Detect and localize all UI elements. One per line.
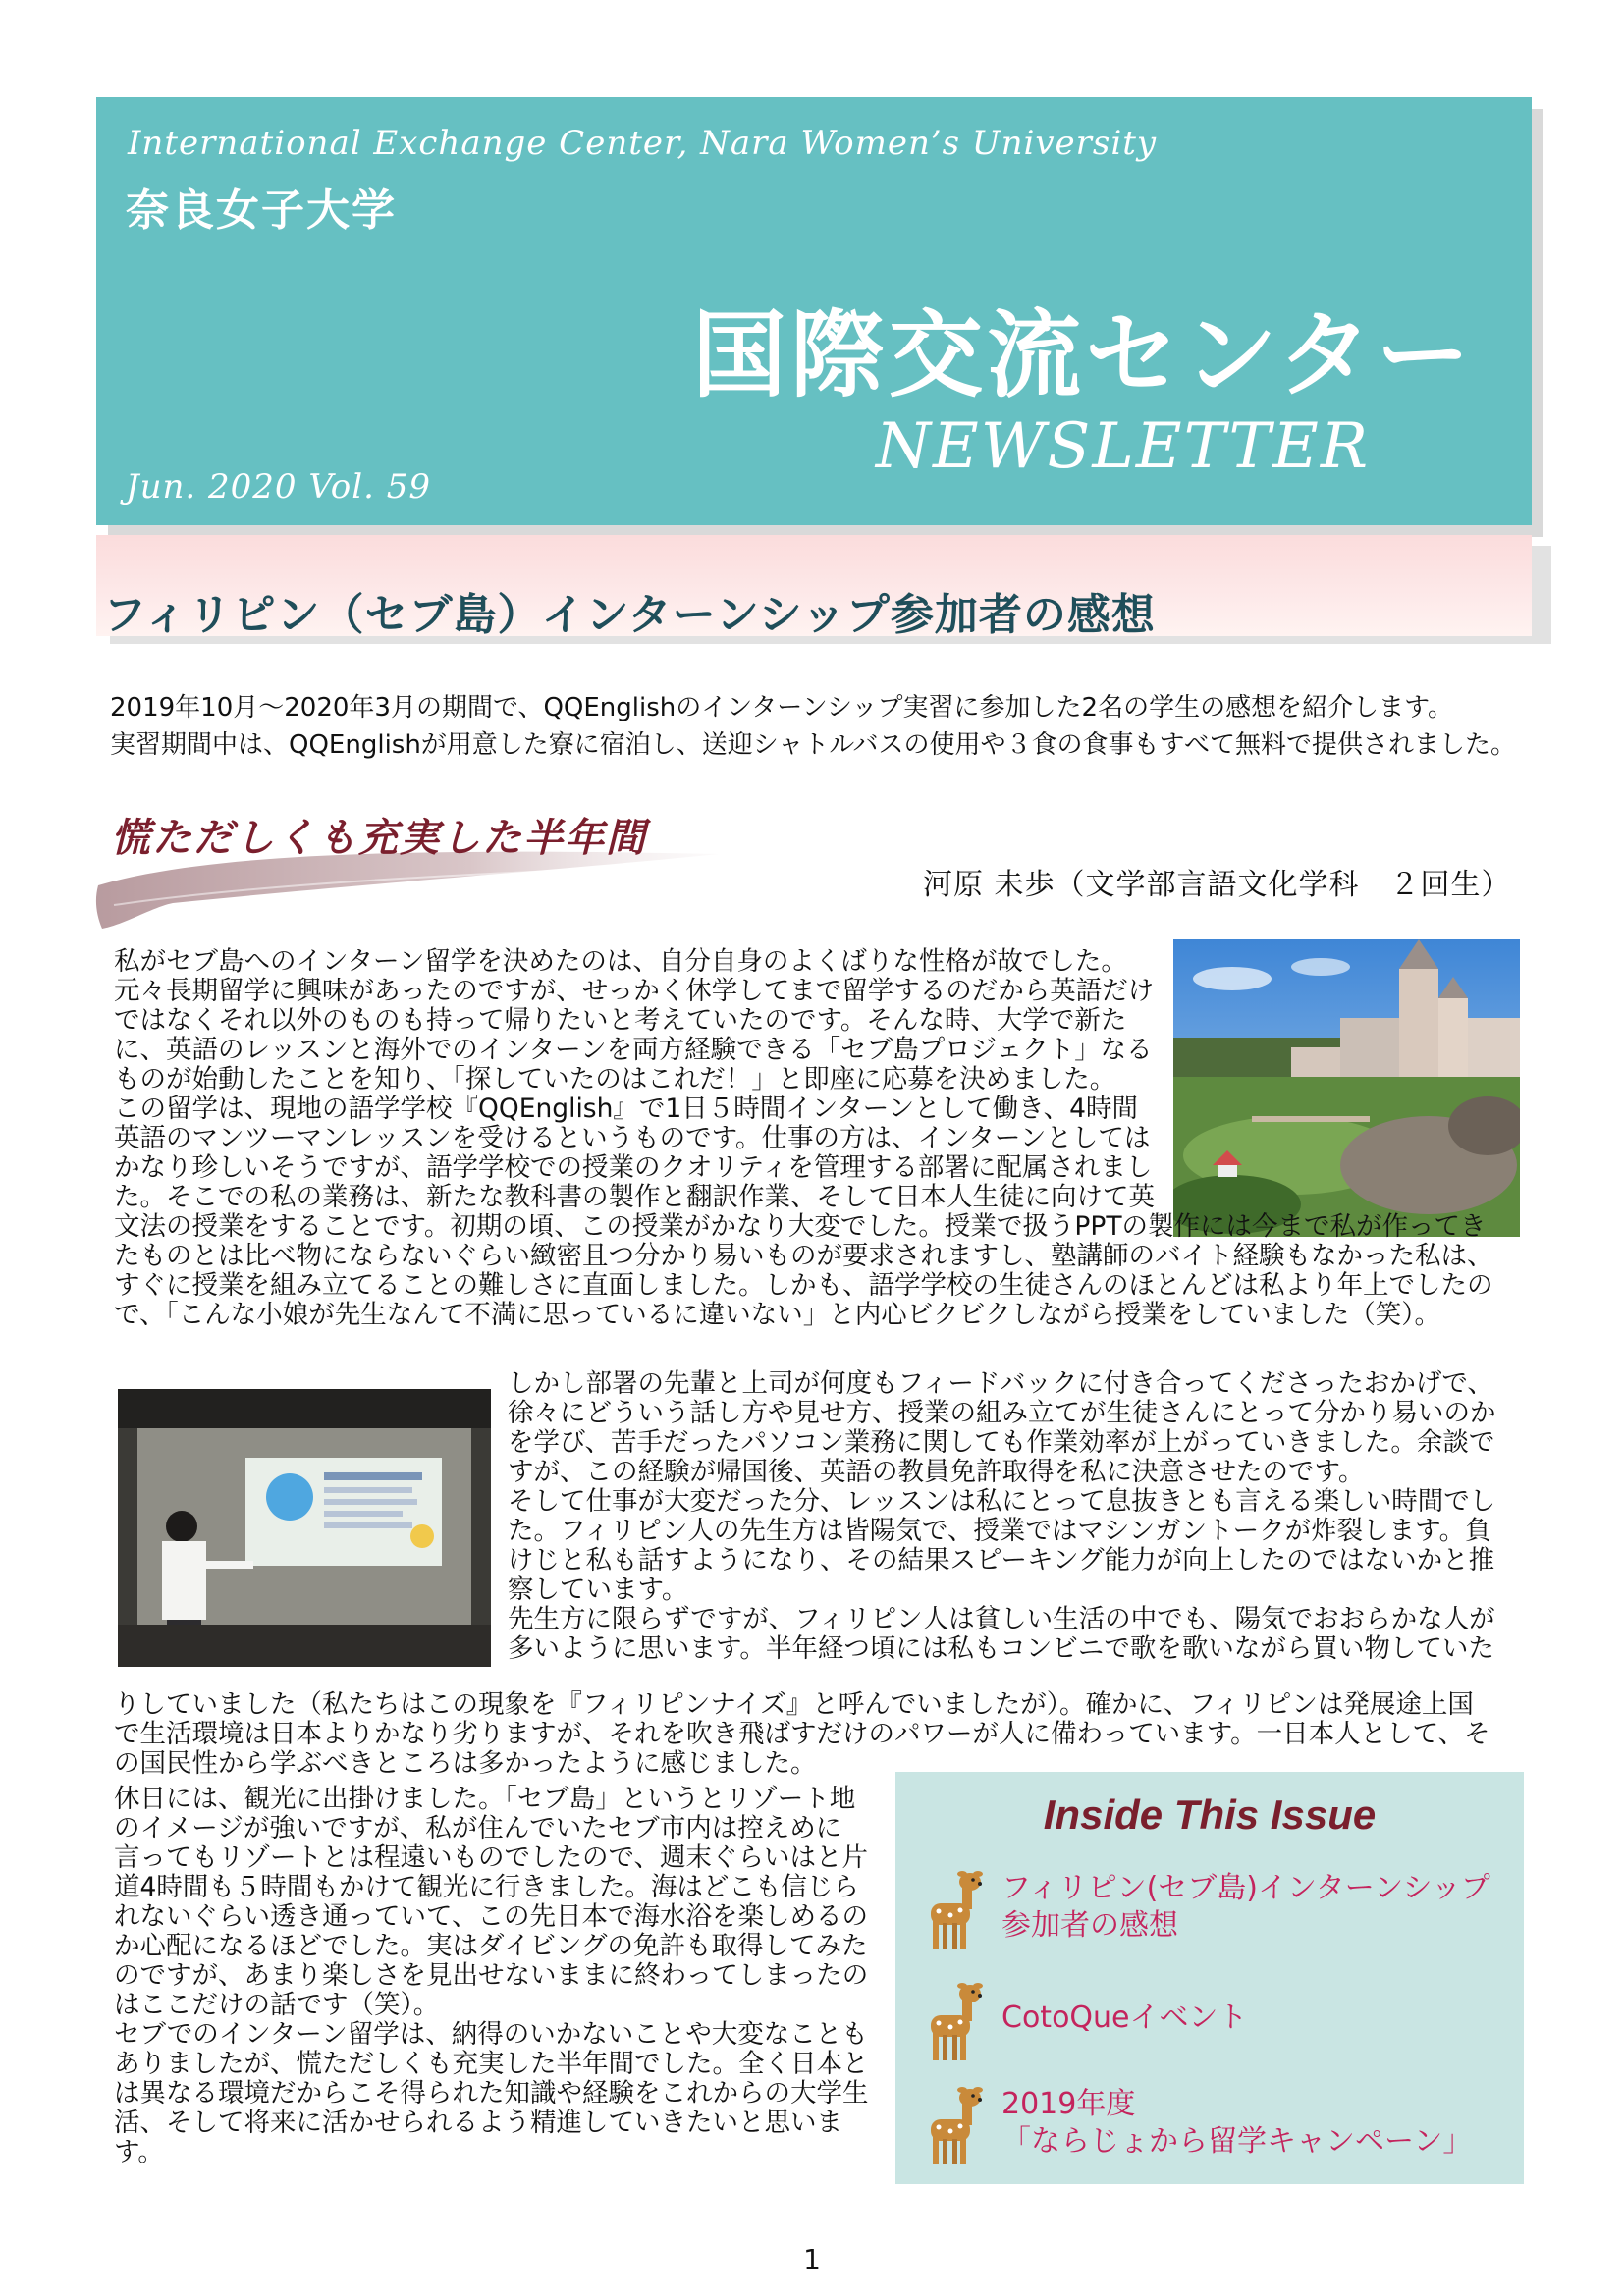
inside-item-line: 「ならじょから留学キャンペーン」 xyxy=(1001,2124,1473,2159)
article-line: 休日には、観光に出掛けました。「セブ島」というとリゾート地 xyxy=(114,1785,856,1814)
inside-item-internship[interactable] xyxy=(1001,1870,1490,1945)
article-line: 先生方に限らずですが、フィリピン人は貧しい生活の中でも、陽気でおおらかな人が xyxy=(508,1605,1495,1634)
deer-icon xyxy=(913,1978,984,2066)
article-line: はここだけの話です（笑）。 xyxy=(114,1991,440,2020)
article-line: で、「こんな小娘が先生なんて不満に思っているに違いない」と内心ビクビクしながら授業をしていました（笑）。 xyxy=(114,1301,1440,1330)
article-line: すぐに授業を組み立てることの難しさに直面しました。しかも、語学学校の生徒さんのほとんどは私より年上でしたの xyxy=(114,1271,1493,1301)
article-line: この留学は、現地の語学学校『QQEnglish』で1日５時間インターンとして働き、4時間 xyxy=(114,1095,1138,1124)
article-line: す。 xyxy=(114,2138,164,2167)
article-line: 活、そして将来に活かせられるよう精進していきたいと思いま xyxy=(114,2109,842,2138)
article-line: に、英語のレッスンと海外でのインターンを両方経験できる「セブ島プロジェクト」なる xyxy=(114,1036,1153,1065)
article-line: たものとは比べ物にならないぐらい緻密且つ分かり易いものが要求されますし、塾講師のバイト経験もなかった私は、 xyxy=(114,1242,1493,1271)
header-english-title: International Exchange Center, Nara Women’s University xyxy=(128,124,1158,163)
inside-item-line: 参加者の感想 xyxy=(1001,1908,1178,1943)
article-line: のイメージが強いですが、私が住んでいたセブ市内は控えめに xyxy=(114,1814,842,1843)
article-block-5 xyxy=(114,1785,880,2167)
header-center-title: 国際交流センター xyxy=(692,300,1475,410)
intro-line: 2019年10月～2020年3月の期間で、QQEnglishのインターンシップ実習に参加した2名の学生の感想を紹介します。 xyxy=(110,693,1453,722)
article-line: 道4時間も５時間もかけて観光に行きました。海はどこも信じら xyxy=(114,1873,859,1902)
inside-item-cotoque[interactable] xyxy=(1001,2000,1248,2037)
article-line: ものが始動したことを知り、「探していたのはこれだ！」と即座に応募を決めました。 xyxy=(114,1065,1116,1095)
article-line: 徐々にどういう話し方や見せ方、授業の組み立てが生徒さんにとって分かり易いのか xyxy=(508,1399,1496,1428)
article-line: は異なる環境だからこそ得られた知識や経験をこれからの大学生 xyxy=(114,2079,869,2109)
article-line: た。そこでの私の業務は、新たな教科書の製作と翻訳作業、そして日本人生徒に向けて英 xyxy=(114,1183,1155,1212)
article-line: 私がセブ島へのインターン留学を決めたのは、自分自身のよくばりな性格が故でした。 xyxy=(114,947,1127,977)
inside-item-line: フィリピン(セブ島)インターンシップ xyxy=(1001,1871,1490,1905)
inside-title: Inside This Issue xyxy=(1043,1791,1377,1838)
article-line: を学び、苦手だったパソコン業務に関しても作業効率が上がっていきました。余談で xyxy=(508,1428,1495,1458)
inside-item-line: CotoQueイベント xyxy=(1001,2001,1248,2035)
article-line: けじと私も話すようになり、その結果スピーキング能力が向上したのではないかと推 xyxy=(508,1546,1495,1575)
article-line: た。フィリピン人の先生方は皆陽気で、授業ではマシンガントークが炸裂します。負 xyxy=(508,1517,1491,1546)
article-line: のですが、あまり楽しさを見出せないままに終わってしまったの xyxy=(114,1961,869,1991)
article-line: 察しています。 xyxy=(508,1575,688,1605)
article-line: すが、この経験が帰国後、英語の教員免許取得を私に決意させたのです。 xyxy=(508,1458,1365,1487)
article-block-1 xyxy=(114,947,1160,1212)
article-line: セブでのインターン留学は、納得のいかないことや大変なことも xyxy=(114,2020,868,2050)
page-number: 1 xyxy=(803,2243,821,2275)
deer-icon xyxy=(913,1866,984,1954)
intro-paragraph xyxy=(110,689,1524,764)
header-university: 奈良女子大学 xyxy=(126,186,397,236)
inside-this-issue-box xyxy=(895,1772,1524,2184)
article-line: 英語のマンツーマンレッスンを受けるというものです。仕事の方は、インターンとしては xyxy=(114,1124,1151,1153)
intro-line: 実習期間中は、QQEnglishが用意した寮に宿泊し、送迎シャトルバスの使用や３食の食事もすべて無料で提供されました。 xyxy=(110,730,1516,760)
header-volume: Jun. 2020 Vol. 59 xyxy=(126,467,432,507)
article-block-2 xyxy=(114,1212,1528,1330)
article-line: りしていました（私たちはこの現象を『フィリピンナイズ』と呼んでいましたが）。確かに、フィリピンは発展途上国 xyxy=(114,1690,1474,1720)
article-line: しかし部署の先輩と上司が何度もフィードバックに付き合ってくださったおかげで、 xyxy=(508,1369,1493,1399)
article-line: か心配になるほどでした。実はダイビングの免許も取得してみた xyxy=(114,1932,868,1961)
inside-item-line: 2019年度 xyxy=(1001,2087,1136,2121)
article-block-4 xyxy=(114,1690,1528,1779)
article-line: ありましたが、慌ただしくも充実した半年間でした。全く日本と xyxy=(114,2050,869,2079)
article-line: の国民性から学ぶべきところは多かったように感じました。 xyxy=(114,1749,817,1779)
article-line: で生活環境は日本よりかなり劣りますが、それを吹き飛ばすだけのパワーが人に備わっています。一日本人として、そ xyxy=(114,1720,1490,1749)
article-line: 元々長期留学に興味があったのですが、せっかく休学してまで留学するのだから英語だけ xyxy=(114,977,1155,1006)
header-newsletter: NEWSLETTER xyxy=(876,410,1371,483)
deer-icon xyxy=(913,2082,984,2170)
article-line: かなり珍しいそうですが、語学学校での授業のクオリティを管理する部署に配属されまし xyxy=(114,1153,1153,1183)
section-heading: 慌ただしくも充実した半年間 xyxy=(111,816,647,861)
classroom-teaching-photo xyxy=(118,1389,491,1667)
article-line: そして仕事が大変だった分、レッスンは私にとって息抜きとも言える楽しい時間でし xyxy=(508,1487,1496,1517)
article-title: フィリピン（セブ島）インターンシップ参加者の感想 xyxy=(103,590,1156,640)
cebu-castle-photo xyxy=(1173,939,1520,1237)
article-line: 言ってもリゾートとは程遠いものでしたので、週末ぐらいはと片 xyxy=(114,1843,868,1873)
inside-item-campaign[interactable] xyxy=(1001,2086,1472,2161)
article-line: 多いように思います。半年経つ頃には私もコンビニで歌を歌いながら買い物していた xyxy=(508,1634,1494,1664)
article-line: 文法の授業をすることです。初期の頃、この授業がかなり大変でした。授業で扱うPPTの製作には今まで私が作ってき xyxy=(114,1212,1487,1242)
article-line: ではなくそれ以外のものも持って帰りたいと考えていたのです。そんな時、大学で新た xyxy=(114,1006,1127,1036)
article-block-3 xyxy=(508,1369,1524,1664)
author-byline: 河原 未歩（文学部言語文化学科 ２回生） xyxy=(923,868,1512,902)
article-line: れないぐらい透き通っていて、この先日本で海水浴を楽しめるの xyxy=(114,1902,868,1932)
